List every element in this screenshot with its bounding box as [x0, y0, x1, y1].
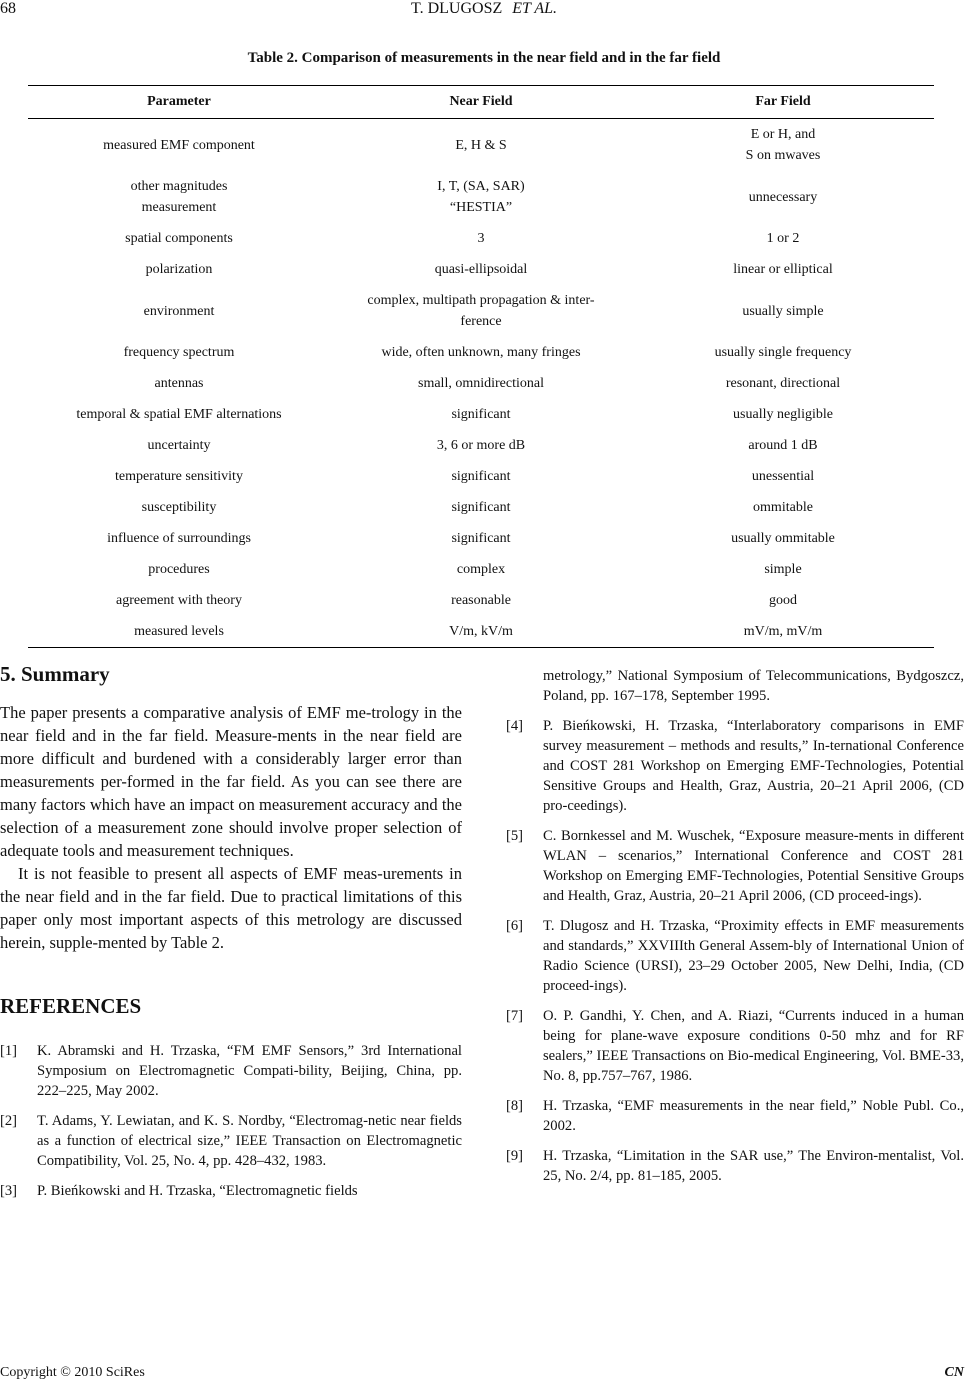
table-cell: complex — [456, 562, 506, 577]
table-cell: good — [769, 593, 797, 608]
table-cell: 3 — [477, 231, 485, 246]
reference-number: [8] — [506, 1098, 524, 1114]
table-row — [28, 285, 934, 337]
table-cell: significant — [451, 500, 511, 515]
table-body — [28, 119, 934, 648]
table-cell: quasi-ellipsoidal — [434, 262, 528, 277]
table-cell: 1 or 2 — [766, 231, 800, 246]
table-row — [28, 368, 934, 399]
table-cell: wide, often unknown, many fringes — [381, 345, 581, 360]
table-cell: uncertainty — [147, 438, 211, 453]
reference-text: P. Bieńkowski and H. Trzaska, “Electromagnetic fields — [37, 1183, 358, 1199]
table-cell: linear or elliptical — [733, 262, 833, 277]
table-row — [28, 223, 934, 254]
table-cell: other magnitudes measurement — [130, 179, 228, 215]
left-column — [0, 662, 462, 1211]
table-cell: E or H, and S on mwaves — [745, 127, 821, 163]
reference-text: O. P. Gandhi, Y. Chen, and A. Riazi, “Currents induced in a human being for plane-wave exposure conditions 0-50 mhz and for RF sealers,” IEEE Transactions on Bio-medical Engineering, Vol. BME-33, No. 8, pp.757–767, 1986. — [543, 1008, 964, 1084]
table-row — [28, 337, 934, 368]
reference-item — [506, 916, 964, 996]
comparison-table — [28, 85, 934, 648]
table-cell: unessential — [751, 469, 815, 484]
reference-text: P. Bieńkowski, H. Trzaska, “Interlaboratory comparisons in EMF survey measurement – methods and results,” In-ternational Conference and COST 281 Workshop on Emerging EMF-Technologies, Potential Sensitive Groups and Health, Graz, Austria, 20–21 April 2006, (CD pro-ceedings). — [543, 718, 964, 814]
table-cell: usually ommitable — [731, 531, 835, 546]
table-cell: frequency spectrum — [123, 345, 235, 360]
table-cell: around 1 dB — [748, 438, 818, 453]
reference-text: T. Adams, Y. Lewiatan, and K. S. Nordby, “Electromag-netic near fields as a function of electrical size,” IEEE Transaction on Electromagnetic Compatibility, Vol. 25, No. 4, pp. 428–432, 1983. — [37, 1113, 462, 1169]
reference-item — [506, 1006, 964, 1086]
table-cell: measured EMF component — [103, 137, 255, 153]
table-cell: spatial components — [125, 231, 233, 246]
reference-item — [0, 1111, 462, 1171]
running-header-authors: T. DLUGOSZ — [410, 0, 503, 17]
summary-heading: 5. Summary — [0, 662, 110, 686]
table-header-cell: Far Field — [632, 86, 934, 119]
reference-item — [506, 826, 964, 906]
footer-journal: CN — [944, 1365, 964, 1380]
reference-text: T. Dlugosz and H. Trzaska, “Proximity effects in EMF measurements and standards,” XXVIIIth General Assem-bly of International Union of Radio Science (URSI), 23–29 October 2005, New Delhi, India, (CD proceed-ings). — [543, 918, 964, 994]
table-cell: susceptibility — [141, 500, 217, 515]
summary-paragraph-1: The paper presents a comparative analysis of EMF me-trology in the near field and in the far field. Measure-ments in the near field are more difficult and burdened with a considerably larger error than measurements per-formed in the far field. As you can see there are many factors which have an impact on measurement accuracy and the selection of a measurement zone should involve proper selection of adequate tools and measurement techniques. — [0, 703, 462, 860]
table-row — [28, 523, 934, 554]
table-cell: reasonable — [451, 593, 511, 608]
table-cell: influence of surroundings — [107, 531, 251, 546]
table-cell: polarization — [145, 262, 213, 277]
table-cell: usually simple — [742, 303, 824, 319]
table-cell: procedures — [148, 562, 210, 577]
table-cell: E, H & S — [455, 137, 507, 153]
table-cell: mV/m, mV/m — [632, 616, 934, 648]
reference-text: H. Trzaska, “EMF measurements in the near field,” Noble Publ. Co., 2002. — [543, 1098, 964, 1134]
footer-copyright: Copyright © 2010 SciRes — [0, 1365, 145, 1380]
running-header — [0, 0, 968, 18]
reference-number: [6] — [506, 918, 524, 934]
table-header-cell: Near Field — [330, 86, 632, 119]
table-cell: significant — [451, 407, 511, 422]
summary-paragraph-2: It is not feasible to present all aspects of EMF meas-urements in the near field and in the far field. Due to practical limitations of this paper only most important aspects of this metrology are discussed herein, supple-mented by Table 2. — [0, 864, 462, 952]
table-cell: agreement with theory — [116, 593, 242, 608]
running-header-et-al: ET AL. — [512, 0, 557, 17]
reference-3-continuation — [506, 666, 964, 706]
table-cell: complex, multipath propagation & inter- ference — [367, 293, 595, 329]
table-row — [28, 430, 934, 461]
table-row — [28, 254, 934, 285]
table-row — [28, 616, 934, 648]
reference-number: [3] — [0, 1183, 18, 1199]
table-cell: temperature sensitivity — [115, 469, 243, 484]
table-cell: simple — [764, 562, 802, 577]
reference-number: [2] — [0, 1113, 18, 1129]
reference-number: [7] — [506, 1008, 524, 1024]
table-cell: unnecessary — [748, 189, 818, 205]
table-cell: small, omnidirectional — [418, 376, 544, 391]
table-row — [28, 492, 934, 523]
table-cell: significant — [451, 531, 511, 546]
reference-item — [0, 1041, 462, 1101]
table-row — [28, 119, 934, 172]
references-list-left — [0, 1041, 462, 1201]
reference-item — [506, 716, 964, 816]
reference-text: H. Trzaska, “Limitation in the SAR use,” The Environ-mentalist, Vol. 25, No. 2/4, pp. 81–185, 2005. — [543, 1148, 964, 1184]
right-column — [506, 662, 964, 1196]
reference-item — [506, 1096, 964, 1136]
table-cell: measured levels — [28, 616, 330, 648]
references-list-right — [506, 716, 964, 1186]
table-row — [28, 171, 934, 223]
table-cell: environment — [143, 303, 215, 319]
table-row — [28, 399, 934, 430]
reference-text: C. Bornkessel and M. Wuschek, “Exposure measure-ments in different WLAN – scenarios,” International Conference and COST 281 Workshop on Emerging EMF-Technologies, Potential Sensitive Groups and Health, Graz, Austria, 20–21 April 2006, (CD proceed-ings). — [543, 828, 964, 904]
reference-number: [5] — [506, 828, 524, 844]
reference-number: [4] — [506, 718, 524, 734]
reference-number: [9] — [506, 1148, 524, 1164]
table-cell: antennas — [154, 376, 204, 391]
table-cell: I, T, (SA, SAR) “HESTIA” — [437, 179, 525, 215]
table-cell: usually single frequency — [714, 345, 852, 360]
table-cell: significant — [451, 469, 511, 484]
table-row — [28, 461, 934, 492]
table-cell: usually negligible — [733, 407, 833, 422]
table-row — [28, 585, 934, 616]
table-header-cell: Parameter — [28, 86, 330, 119]
table-row — [28, 554, 934, 585]
reference-number: [1] — [0, 1043, 18, 1059]
table-cell: temporal & spatial EMF alternations — [76, 407, 282, 422]
table-cell: 3, 6 or more dB — [436, 438, 526, 453]
table-cell: ommitable — [753, 500, 813, 515]
table-caption: Table 2. Comparison of measurements in the near field and in the far field — [247, 50, 721, 66]
reference-text: K. Abramski and H. Trzaska, “FM EMF Sensors,” 3rd International Symposium on Electromagnetic Compati-bility, Beijing, China, pp. 222–225, May 2002. — [37, 1043, 462, 1099]
page-number: 68 — [0, 0, 16, 17]
table-cell: resonant, directional — [725, 376, 841, 391]
table-cell: V/m, kV/m — [330, 616, 632, 648]
reference-text: metrology,” National Symposium of Telecommunications, Bydgoszcz, Poland, pp. 167–178, September 1995. — [543, 668, 964, 704]
reference-item — [0, 1181, 462, 1201]
reference-item — [506, 1146, 964, 1186]
table-header-row — [28, 86, 934, 119]
references-heading: REFERENCES — [0, 994, 142, 1018]
